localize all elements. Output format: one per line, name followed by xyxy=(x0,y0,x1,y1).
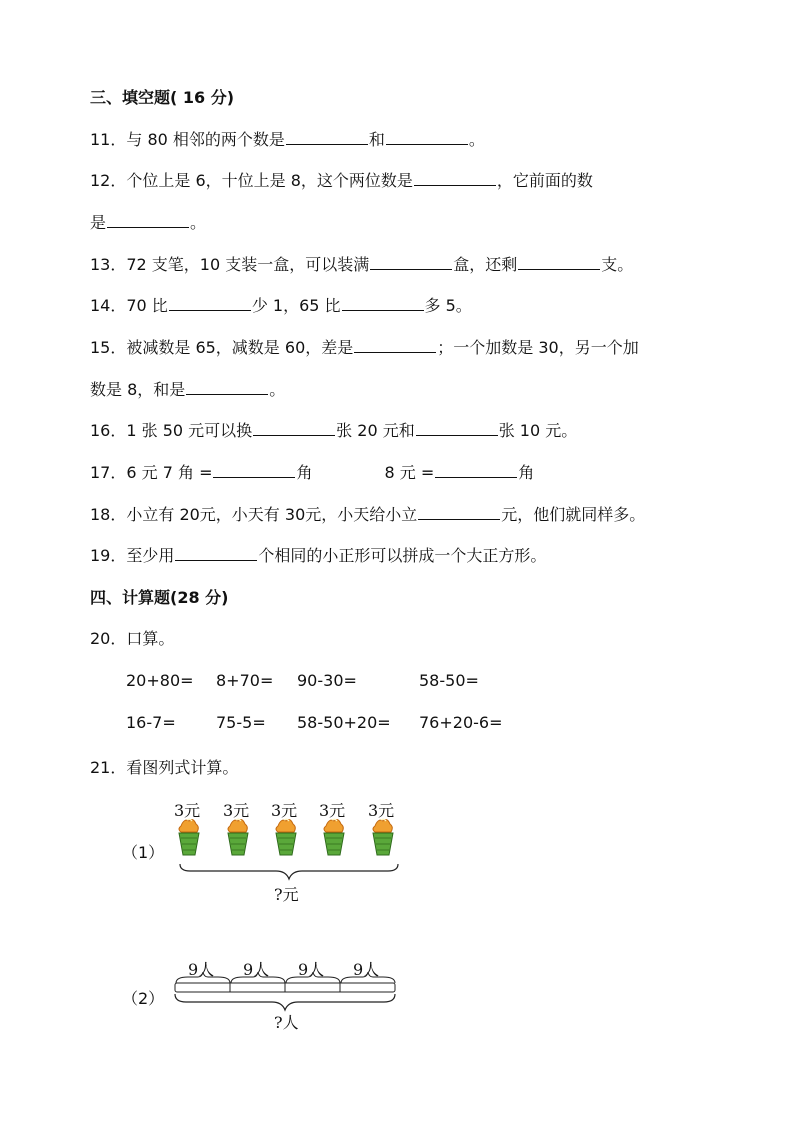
answer-blank[interactable] xyxy=(370,255,452,270)
oral-calc-item: 20+80= xyxy=(126,671,194,690)
answer-blank[interactable] xyxy=(107,213,189,228)
q15-text: ；一个加数是 30，另一个加 xyxy=(437,338,639,357)
q17-text: 角 xyxy=(518,463,535,482)
answer-blank[interactable] xyxy=(169,296,251,311)
q16-text: 张 20 元和 xyxy=(336,421,415,440)
group-label: 9人 xyxy=(243,960,270,979)
brace-under-icon xyxy=(176,862,402,882)
q15-text: 。 xyxy=(269,380,286,399)
q18-text: 18．小立有 20元，小天有 30元，小天给小立 xyxy=(90,505,418,524)
ice-cream-icon xyxy=(273,818,299,858)
q16-text: 张 10 元。 xyxy=(498,421,578,440)
question-20-title: 20．口算。 xyxy=(90,629,175,648)
oral-calc-item: 75-5= xyxy=(216,713,266,732)
total-label: ?元 xyxy=(274,885,299,904)
question-15-cont xyxy=(90,380,285,400)
oral-calc-item: 76+20-6= xyxy=(419,713,503,732)
question-11 xyxy=(90,130,485,150)
answer-blank[interactable] xyxy=(416,421,498,436)
ice-cream-icon xyxy=(225,818,251,858)
q13-text: 盒，还剩 xyxy=(453,255,518,274)
question-12 xyxy=(90,171,593,191)
question-17 xyxy=(90,463,534,483)
question-21-title: 21．看图列式计算。 xyxy=(90,758,239,777)
price-label: 3元 xyxy=(368,801,395,820)
price-label: 3元 xyxy=(271,801,298,820)
ice-cream-icon xyxy=(370,818,396,858)
sub-question-label: （2） xyxy=(122,989,165,1008)
price-label: 3元 xyxy=(319,801,346,820)
question-12-cont xyxy=(90,213,206,233)
q17-text: 角 xyxy=(296,463,313,482)
ice-cream-icon xyxy=(176,818,202,858)
q14-text: 多 5。 xyxy=(424,296,472,315)
q18-text: 元，他们就同样多。 xyxy=(501,505,646,524)
group-label: 9人 xyxy=(353,960,380,979)
question-18 xyxy=(90,505,645,525)
q11-text: 和 xyxy=(368,130,385,149)
answer-blank[interactable] xyxy=(418,505,500,520)
question-16 xyxy=(90,421,577,441)
q13-text: 13．72 支笔，10 支装一盒，可以装满 xyxy=(90,255,370,274)
q11-text: 。 xyxy=(468,130,485,149)
total-label: ?人 xyxy=(274,1013,299,1032)
q15-text: 15．被减数是 65，减数是 60，差是 xyxy=(90,338,354,357)
price-label: 3元 xyxy=(174,801,201,820)
q13-text: 支。 xyxy=(601,255,634,274)
question-15 xyxy=(90,338,639,358)
oral-calc-item: 90-30= xyxy=(297,671,357,690)
answer-blank[interactable] xyxy=(518,255,600,270)
answer-blank[interactable] xyxy=(213,463,295,478)
q19-text: 个相同的小正形可以拼成一个大正方形。 xyxy=(258,546,547,565)
answer-blank[interactable] xyxy=(253,421,335,436)
question-14 xyxy=(90,296,472,316)
q11-text: 11．与 80 相邻的两个数是 xyxy=(90,130,285,149)
oral-calc-item: 8+70= xyxy=(216,671,274,690)
sub-question-label: （1） xyxy=(122,843,165,862)
question-13 xyxy=(90,255,633,275)
group-label: 9人 xyxy=(188,960,215,979)
q16-text: 16．1 张 50 元可以换 xyxy=(90,421,253,440)
q19-text: 19．至少用 xyxy=(90,546,175,565)
q12-text: 是 xyxy=(90,213,107,232)
answer-blank[interactable] xyxy=(286,130,368,145)
section-heading-calculation: 四、计算题(28 分) xyxy=(90,588,229,607)
answer-blank[interactable] xyxy=(342,296,424,311)
answer-blank[interactable] xyxy=(354,338,436,353)
q12-text: 12．个位上是 6，十位上是 8，这个两位数是 xyxy=(90,171,413,190)
q12-text: ，它前面的数 xyxy=(496,171,593,190)
answer-blank[interactable] xyxy=(414,171,496,186)
price-label: 3元 xyxy=(223,801,250,820)
oral-calc-item: 16-7= xyxy=(126,713,176,732)
oral-calc-item: 58-50= xyxy=(419,671,479,690)
q14-text: 少 1，65 比 xyxy=(251,296,341,315)
q17-text: 8 元 = xyxy=(384,463,435,482)
q12-text: 。 xyxy=(190,213,207,232)
section-heading-fill-blank: 三、填空题( 16 分) xyxy=(90,88,235,107)
group-label: 9人 xyxy=(298,960,325,979)
answer-blank[interactable] xyxy=(386,130,468,145)
q17-text: 17．6 元 7 角 = xyxy=(90,463,213,482)
oral-calc-item: 58-50+20= xyxy=(297,713,391,732)
answer-blank[interactable] xyxy=(435,463,517,478)
q15-text: 数是 8，和是 xyxy=(90,380,186,399)
ice-cream-icon xyxy=(321,818,347,858)
answer-blank[interactable] xyxy=(175,546,257,561)
answer-blank[interactable] xyxy=(186,380,268,395)
question-19 xyxy=(90,546,546,566)
q14-text: 14．70 比 xyxy=(90,296,168,315)
